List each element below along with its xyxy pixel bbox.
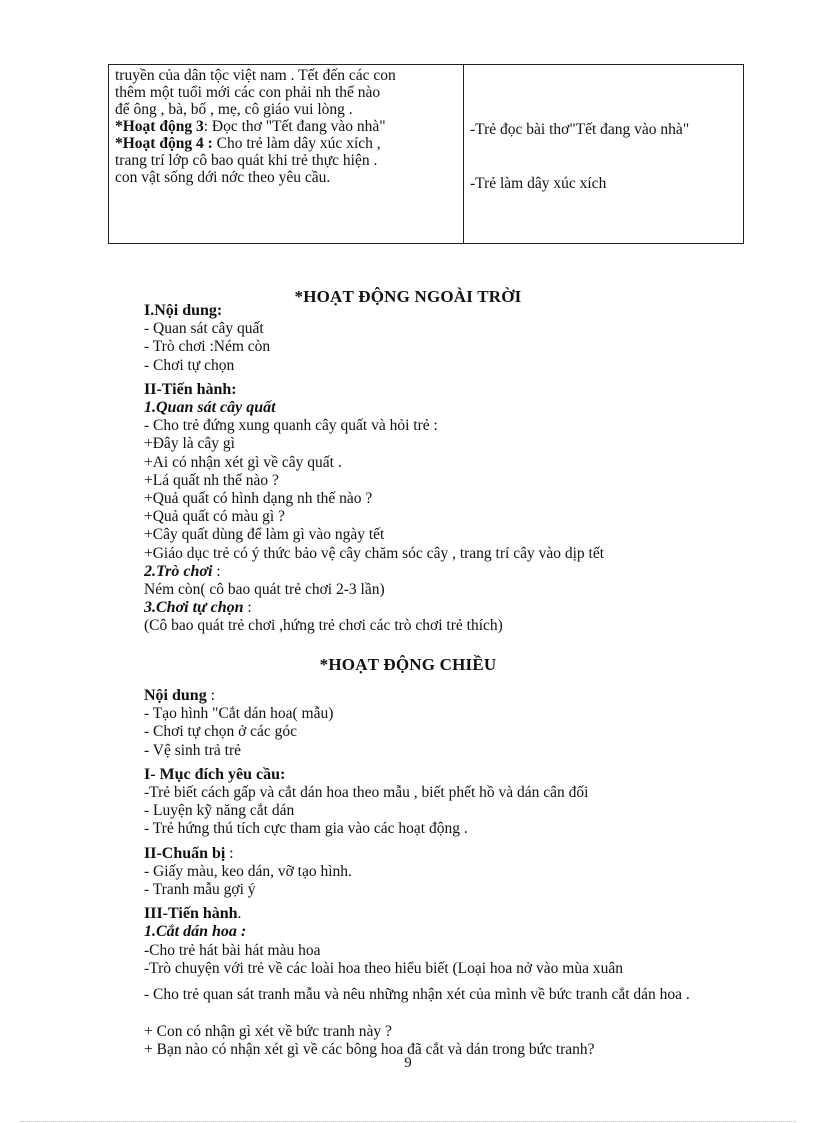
list-item: - Cho trẻ đứng xung quanh cây quất và hỏi trẻ : xyxy=(144,417,438,435)
table-right-cell xyxy=(464,65,743,243)
list-item: - Vệ sinh trả trẻ xyxy=(144,741,241,759)
page-divider xyxy=(20,1121,796,1122)
list-item: +Lá quất nh thế nào ? xyxy=(144,471,279,489)
list-item: +Ai có nhận xét gì về cây quất . xyxy=(144,453,342,471)
list-item: - Chơi tự chọn ở các góc xyxy=(144,723,298,741)
list-item: - Luyện kỹ năng cắt dán xyxy=(144,802,295,820)
outdoor-process-heading: II-Tiến hành: xyxy=(144,380,237,398)
activity-3-text: : Đọc thơ "Tết đang vào nhà" xyxy=(203,118,386,135)
outdoor-sub3-line xyxy=(144,599,604,617)
activity-4-label: *Hoạt động 4 : xyxy=(115,135,213,152)
child-activity-2: -Trẻ làm dây xúc xích xyxy=(470,175,607,192)
activity-4-text: Cho trẻ làm dây xúc xích , xyxy=(212,135,381,152)
sub2-suffix: : xyxy=(212,562,221,580)
question-line: + Con có nhận gì xét về bức tranh này ? xyxy=(144,1023,392,1040)
table-line: con vật sống dới nớc theo yêu cầu. xyxy=(115,169,331,186)
outdoor-content-heading: I.Nội dung: xyxy=(144,302,223,319)
purpose-heading: I- Mục đích yêu cầu: xyxy=(144,765,286,783)
list-item: -Trò chuyện với trẻ về các loài hoa theo hiểu biết (Loại hoa nở vào mùa xuân xyxy=(144,959,623,977)
list-item: (Cô bao quát trẻ chơi ,hứng trẻ chơi các trò chơi trẻ thích) xyxy=(144,617,503,635)
list-item: - Quan sát cây quất xyxy=(144,320,264,338)
list-item: Ném còn( cô bao quát trẻ chơi 2-3 lần) xyxy=(144,581,385,599)
list-item: +Giáo dục trẻ có ý thức bảo vệ cây chăm sóc cây , trang trí cây vào dịp tết xyxy=(144,544,605,562)
outdoor-title: *HOẠT ĐỘNG NGOÀI TRỜI xyxy=(294,287,522,306)
child-activity-1: -Trẻ đọc bài thơ"Tết đang vào nhà" xyxy=(470,121,690,138)
afternoon-title: *HOẠT ĐỘNG CHIỀU xyxy=(319,655,497,674)
list-item: +Quả quất có hình dạng nh thế nào ? xyxy=(144,490,373,508)
afternoon-process-line xyxy=(144,905,623,923)
process-suffix: . xyxy=(237,905,242,923)
activity-4-line xyxy=(115,135,457,152)
outdoor-sub3-heading: 3.Chơi tự chọn xyxy=(144,599,244,617)
table-line: để ông , bà, bố , mẹ, cô giáo vui lòng . xyxy=(115,101,353,118)
questions-block xyxy=(144,1023,595,1059)
table-line: truyền của dân tộc việt nam . Tết đến các con xyxy=(115,67,396,84)
table-line: thêm một tuổi mới các con phải nh thế nào xyxy=(115,84,381,101)
outdoor-sub1-heading: 1.Quan sát cây quất xyxy=(144,399,276,417)
outdoor-section xyxy=(144,302,604,636)
list-item: - Tranh mẫu gợi ý xyxy=(144,881,256,899)
list-item: +Đây là cây gì xyxy=(144,435,235,453)
list-item: -Cho trẻ hát bài hát màu hoa xyxy=(144,941,321,959)
activity-3-label: *Hoạt động 3 xyxy=(115,118,204,135)
observation-paragraph: - Cho trẻ quan sát tranh mẫu và nêu những nhận xét của mình về bức tranh cắt dán hoa . xyxy=(144,986,690,1003)
list-item: - Trò chơi :Ném còn xyxy=(144,338,271,356)
prep-suffix: : xyxy=(225,844,234,862)
list-item: -Trẻ biết cách gấp và cắt dán hoa theo mẫu , biết phết hồ và dán cân đối xyxy=(144,784,589,802)
afternoon-section xyxy=(144,687,623,978)
activity-3-line xyxy=(115,118,457,135)
afternoon-content-line xyxy=(144,687,623,705)
prep-heading: II-Chuẩn bị xyxy=(144,844,226,862)
list-item: - Chơi tự chọn xyxy=(144,356,235,374)
afternoon-process-heading: III-Tiến hành xyxy=(144,905,238,923)
table-left-cell xyxy=(109,65,464,243)
table-line: trang trí lớp cô bao quát khi trẻ thực hiện . xyxy=(115,152,378,169)
afternoon-sub1-heading: 1.Cắt dán hoa : xyxy=(144,923,247,941)
list-item: +Cây quất dùng để làm gì vào ngày tết xyxy=(144,526,385,544)
content-suffix: : xyxy=(206,687,215,704)
outdoor-sub2-line xyxy=(144,563,604,581)
page-number: 9 xyxy=(404,1055,412,1071)
list-item: - Trẻ hứng thú tích cực tham gia vào các hoạt động . xyxy=(144,820,468,838)
list-item: - Tạo hình "Cắt dán hoa( mẫu) xyxy=(144,705,334,723)
outdoor-sub2-heading: 2.Trò chơi xyxy=(144,562,213,580)
activity-table xyxy=(108,64,744,244)
afternoon-content-heading: Nội dung xyxy=(144,687,207,704)
sub3-suffix: : xyxy=(243,599,252,617)
question-line: + Bạn nào có nhận xét gì về các bông hoa đã cắt và dán trong bức tranh? xyxy=(144,1041,595,1059)
list-item: - Giấy màu, keo dán, vỡ tạo hình. xyxy=(144,862,352,880)
prep-line xyxy=(144,845,623,863)
list-item: +Quả quất có màu gì ? xyxy=(144,508,285,526)
